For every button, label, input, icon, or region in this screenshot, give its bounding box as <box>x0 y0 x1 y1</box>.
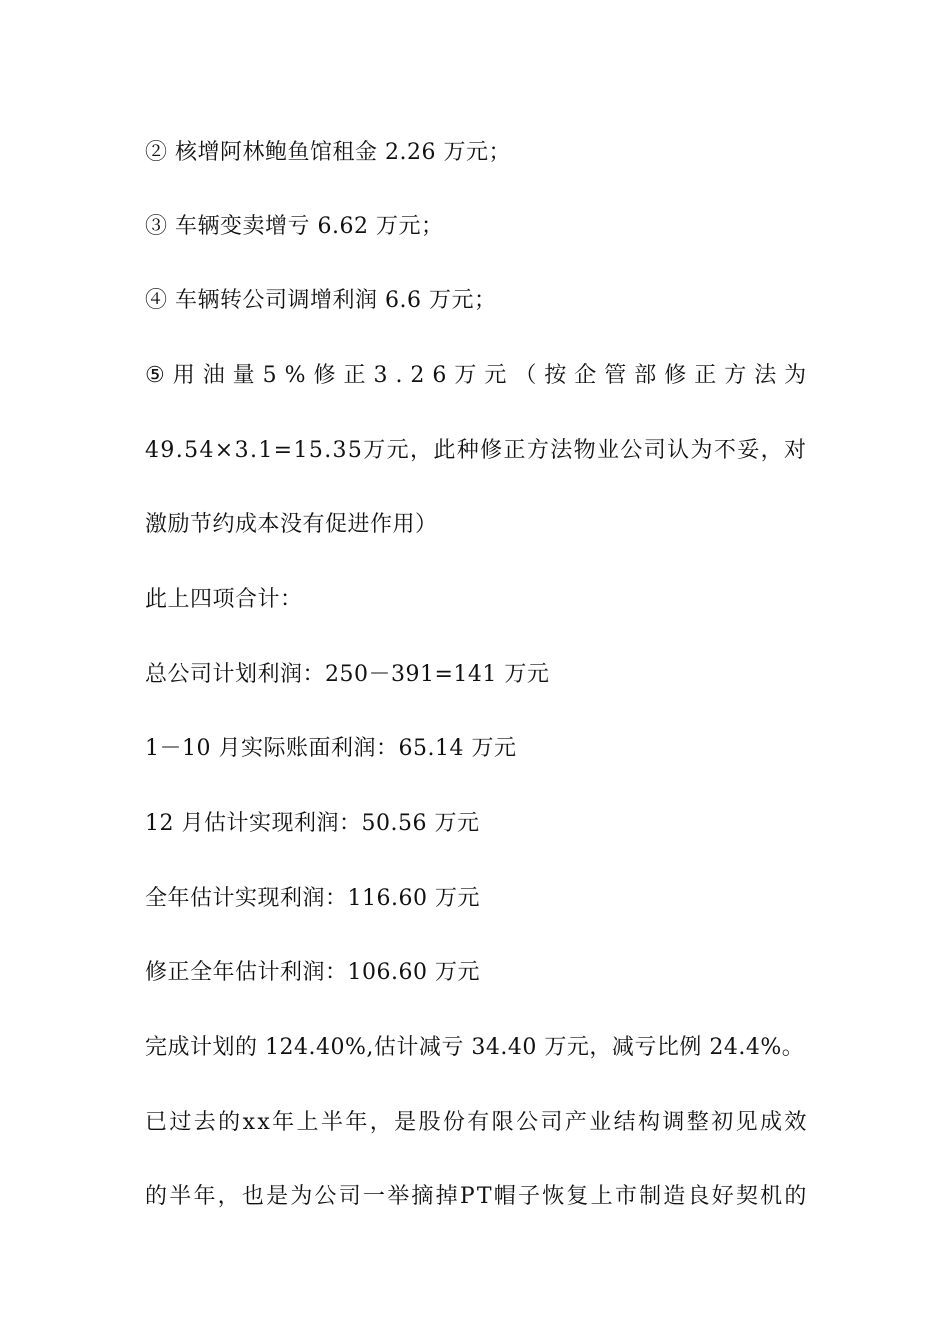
text-char: 认 <box>667 438 690 463</box>
text-char: 5 <box>347 438 363 463</box>
text-char: 构 <box>638 1110 661 1135</box>
text-char: 摘 <box>411 1184 434 1209</box>
text-char: 年 <box>345 1110 368 1135</box>
text-line-item-2: ② 核增阿林鲍鱼馆租金 2.26 万元； <box>145 140 511 165</box>
text-line-actual-profit: 1－10 月实际账面利润：65.14 万元 <box>145 736 517 761</box>
text-char: 子 <box>517 1184 541 1209</box>
text-char: 是 <box>266 1184 289 1209</box>
text-char: 上 <box>296 1110 320 1135</box>
text-char: （ <box>514 363 537 388</box>
text-char: 正 <box>343 363 366 388</box>
text-char: 举 <box>387 1184 410 1209</box>
text-line-item-5-end: 激励节约成本没有促进作用） <box>145 512 438 537</box>
text-char: 半 <box>169 1184 192 1209</box>
text-char: 过 <box>169 1110 192 1135</box>
text-char: P <box>459 1184 476 1209</box>
text-char: 的 <box>218 1110 241 1135</box>
text-char: 整 <box>686 1110 710 1135</box>
text-char: 3 <box>373 363 388 388</box>
text-char: 帽 <box>493 1184 517 1209</box>
text-char: 年 <box>272 1110 295 1135</box>
text-line-annual-estimate: 全年估计实现利润：116.60 万元 <box>145 886 480 911</box>
text-char: 此 <box>433 438 456 463</box>
text-char: 管 <box>604 363 627 388</box>
text-char: 修 <box>480 438 503 463</box>
text-line-planned-profit: 总公司计划利润：250－391=141 万元 <box>145 662 550 687</box>
text-char: 为 <box>290 1184 313 1209</box>
text-char: ， <box>410 438 433 463</box>
text-line-subtotal-heading: 此上四项合计： <box>145 587 303 612</box>
text-char: 司 <box>540 1110 563 1135</box>
text-char: 公 <box>314 1184 338 1209</box>
text-char: 量 <box>232 363 256 388</box>
text-char: × <box>214 438 234 463</box>
text-char: 1 <box>258 438 273 463</box>
text-char: 成 <box>759 1110 783 1135</box>
text-char: 市 <box>614 1184 638 1209</box>
text-char: 司 <box>338 1184 362 1209</box>
text-char: 一 <box>362 1184 386 1209</box>
text-char: 份 <box>442 1110 466 1135</box>
text-char: 有 <box>467 1110 490 1135</box>
text-line-item-4: ④ 车辆转公司调增利润 6.6 万元； <box>145 288 497 313</box>
text-char: 产 <box>564 1110 588 1135</box>
text-line-item-5 <box>145 361 807 391</box>
text-char: 法 <box>550 438 573 463</box>
text-char: 6 <box>432 363 447 388</box>
text-char: % <box>284 363 307 388</box>
text-char: ， <box>369 1110 393 1135</box>
text-char: 业 <box>589 1110 612 1135</box>
text-char: 妥 <box>737 438 760 463</box>
text-char: 方 <box>724 363 747 388</box>
text-char: 元 <box>484 363 507 388</box>
text-char: 油 <box>202 363 226 388</box>
text-char: ， <box>760 438 784 463</box>
text-line-item-3: ③ 车辆变卖增亏 6.62 万元； <box>145 214 444 239</box>
text-char: 的 <box>145 1184 168 1209</box>
text-char: 公 <box>516 1110 539 1135</box>
text-char: 调 <box>662 1110 685 1135</box>
text-char: 3 <box>234 438 250 463</box>
text-char: 掉 <box>435 1184 459 1209</box>
text-char: 股 <box>418 1110 442 1135</box>
text-char: 复 <box>566 1184 589 1209</box>
text-char: 已 <box>145 1110 168 1135</box>
text-line-paragraph-2 <box>145 1182 807 1212</box>
text-char: 物 <box>573 438 597 463</box>
text-char: 造 <box>663 1184 686 1209</box>
text-char: 5 <box>308 438 324 463</box>
text-char: = <box>273 438 293 463</box>
text-line-item-5-cont <box>145 436 807 466</box>
text-char: 公 <box>620 438 643 463</box>
text-char: 4 <box>145 438 160 463</box>
text-char: 正 <box>694 363 717 388</box>
text-char: 的 <box>784 1184 807 1209</box>
text-char: 去 <box>193 1110 217 1135</box>
text-char: 结 <box>613 1110 637 1135</box>
text-char: 修 <box>664 363 687 388</box>
text-char: 对 <box>784 438 807 463</box>
text-char: 不 <box>713 438 737 463</box>
text-char: . <box>249 438 258 463</box>
text-char: 好 <box>711 1184 735 1209</box>
text-char: 初 <box>711 1110 734 1135</box>
text-char: 1 <box>293 438 308 463</box>
text-char: 5 <box>262 363 278 388</box>
text-char: 用 <box>172 363 196 388</box>
text-line-completion-rate: 完成计划的 124.40%,估计减亏 34.40 万元，减亏比例 24.4%。 <box>145 1035 805 1060</box>
text-char: 恢 <box>542 1184 565 1209</box>
text-char: 万 <box>363 438 386 463</box>
text-char: 是 <box>394 1110 417 1135</box>
text-char: 9 <box>160 438 175 463</box>
text-char: . <box>324 438 332 463</box>
text-char: 方 <box>526 438 550 463</box>
text-char: 正 <box>503 438 527 463</box>
text-char: 2 <box>410 363 425 388</box>
text-char: 限 <box>491 1110 515 1135</box>
text-char: 元 <box>386 438 410 463</box>
text-char: 效 <box>784 1110 807 1135</box>
text-char: 契 <box>735 1184 759 1209</box>
text-char: 上 <box>590 1184 614 1209</box>
text-line-revised-estimate: 修正全年估计利润：106.60 万元 <box>145 960 480 985</box>
text-char: 万 <box>454 363 477 388</box>
text-line-paragraph-1 <box>145 1108 807 1138</box>
text-char: 按 <box>544 363 567 388</box>
text-char: ， <box>217 1184 241 1209</box>
text-char: 半 <box>320 1110 344 1135</box>
text-char: x <box>242 1110 256 1135</box>
text-char: 法 <box>754 363 777 388</box>
text-char: 为 <box>784 363 807 388</box>
text-line-december-estimate: 12 月估计实现利润：50.56 万元 <box>145 811 480 836</box>
text-char: 3 <box>332 438 348 463</box>
text-char: 4 <box>199 438 214 463</box>
text-char: 司 <box>643 438 667 463</box>
text-char: 良 <box>687 1184 711 1209</box>
text-char: 为 <box>690 438 714 463</box>
text-char: 修 <box>313 363 337 388</box>
text-char: 年 <box>193 1184 216 1209</box>
text-char: 制 <box>639 1184 662 1209</box>
text-char: 5 <box>184 438 199 463</box>
text-char: . <box>175 438 184 463</box>
text-char: 机 <box>760 1184 783 1209</box>
text-char: 企 <box>574 363 597 388</box>
text-char: 部 <box>634 363 657 388</box>
text-char: 业 <box>597 438 620 463</box>
text-char: T <box>476 1184 493 1209</box>
text-char: x <box>257 1110 271 1135</box>
text-char: . <box>395 363 403 388</box>
text-char: ⑤ <box>145 363 166 388</box>
text-char: 也 <box>241 1184 265 1209</box>
text-char: 见 <box>735 1110 759 1135</box>
text-char: 种 <box>456 438 480 463</box>
